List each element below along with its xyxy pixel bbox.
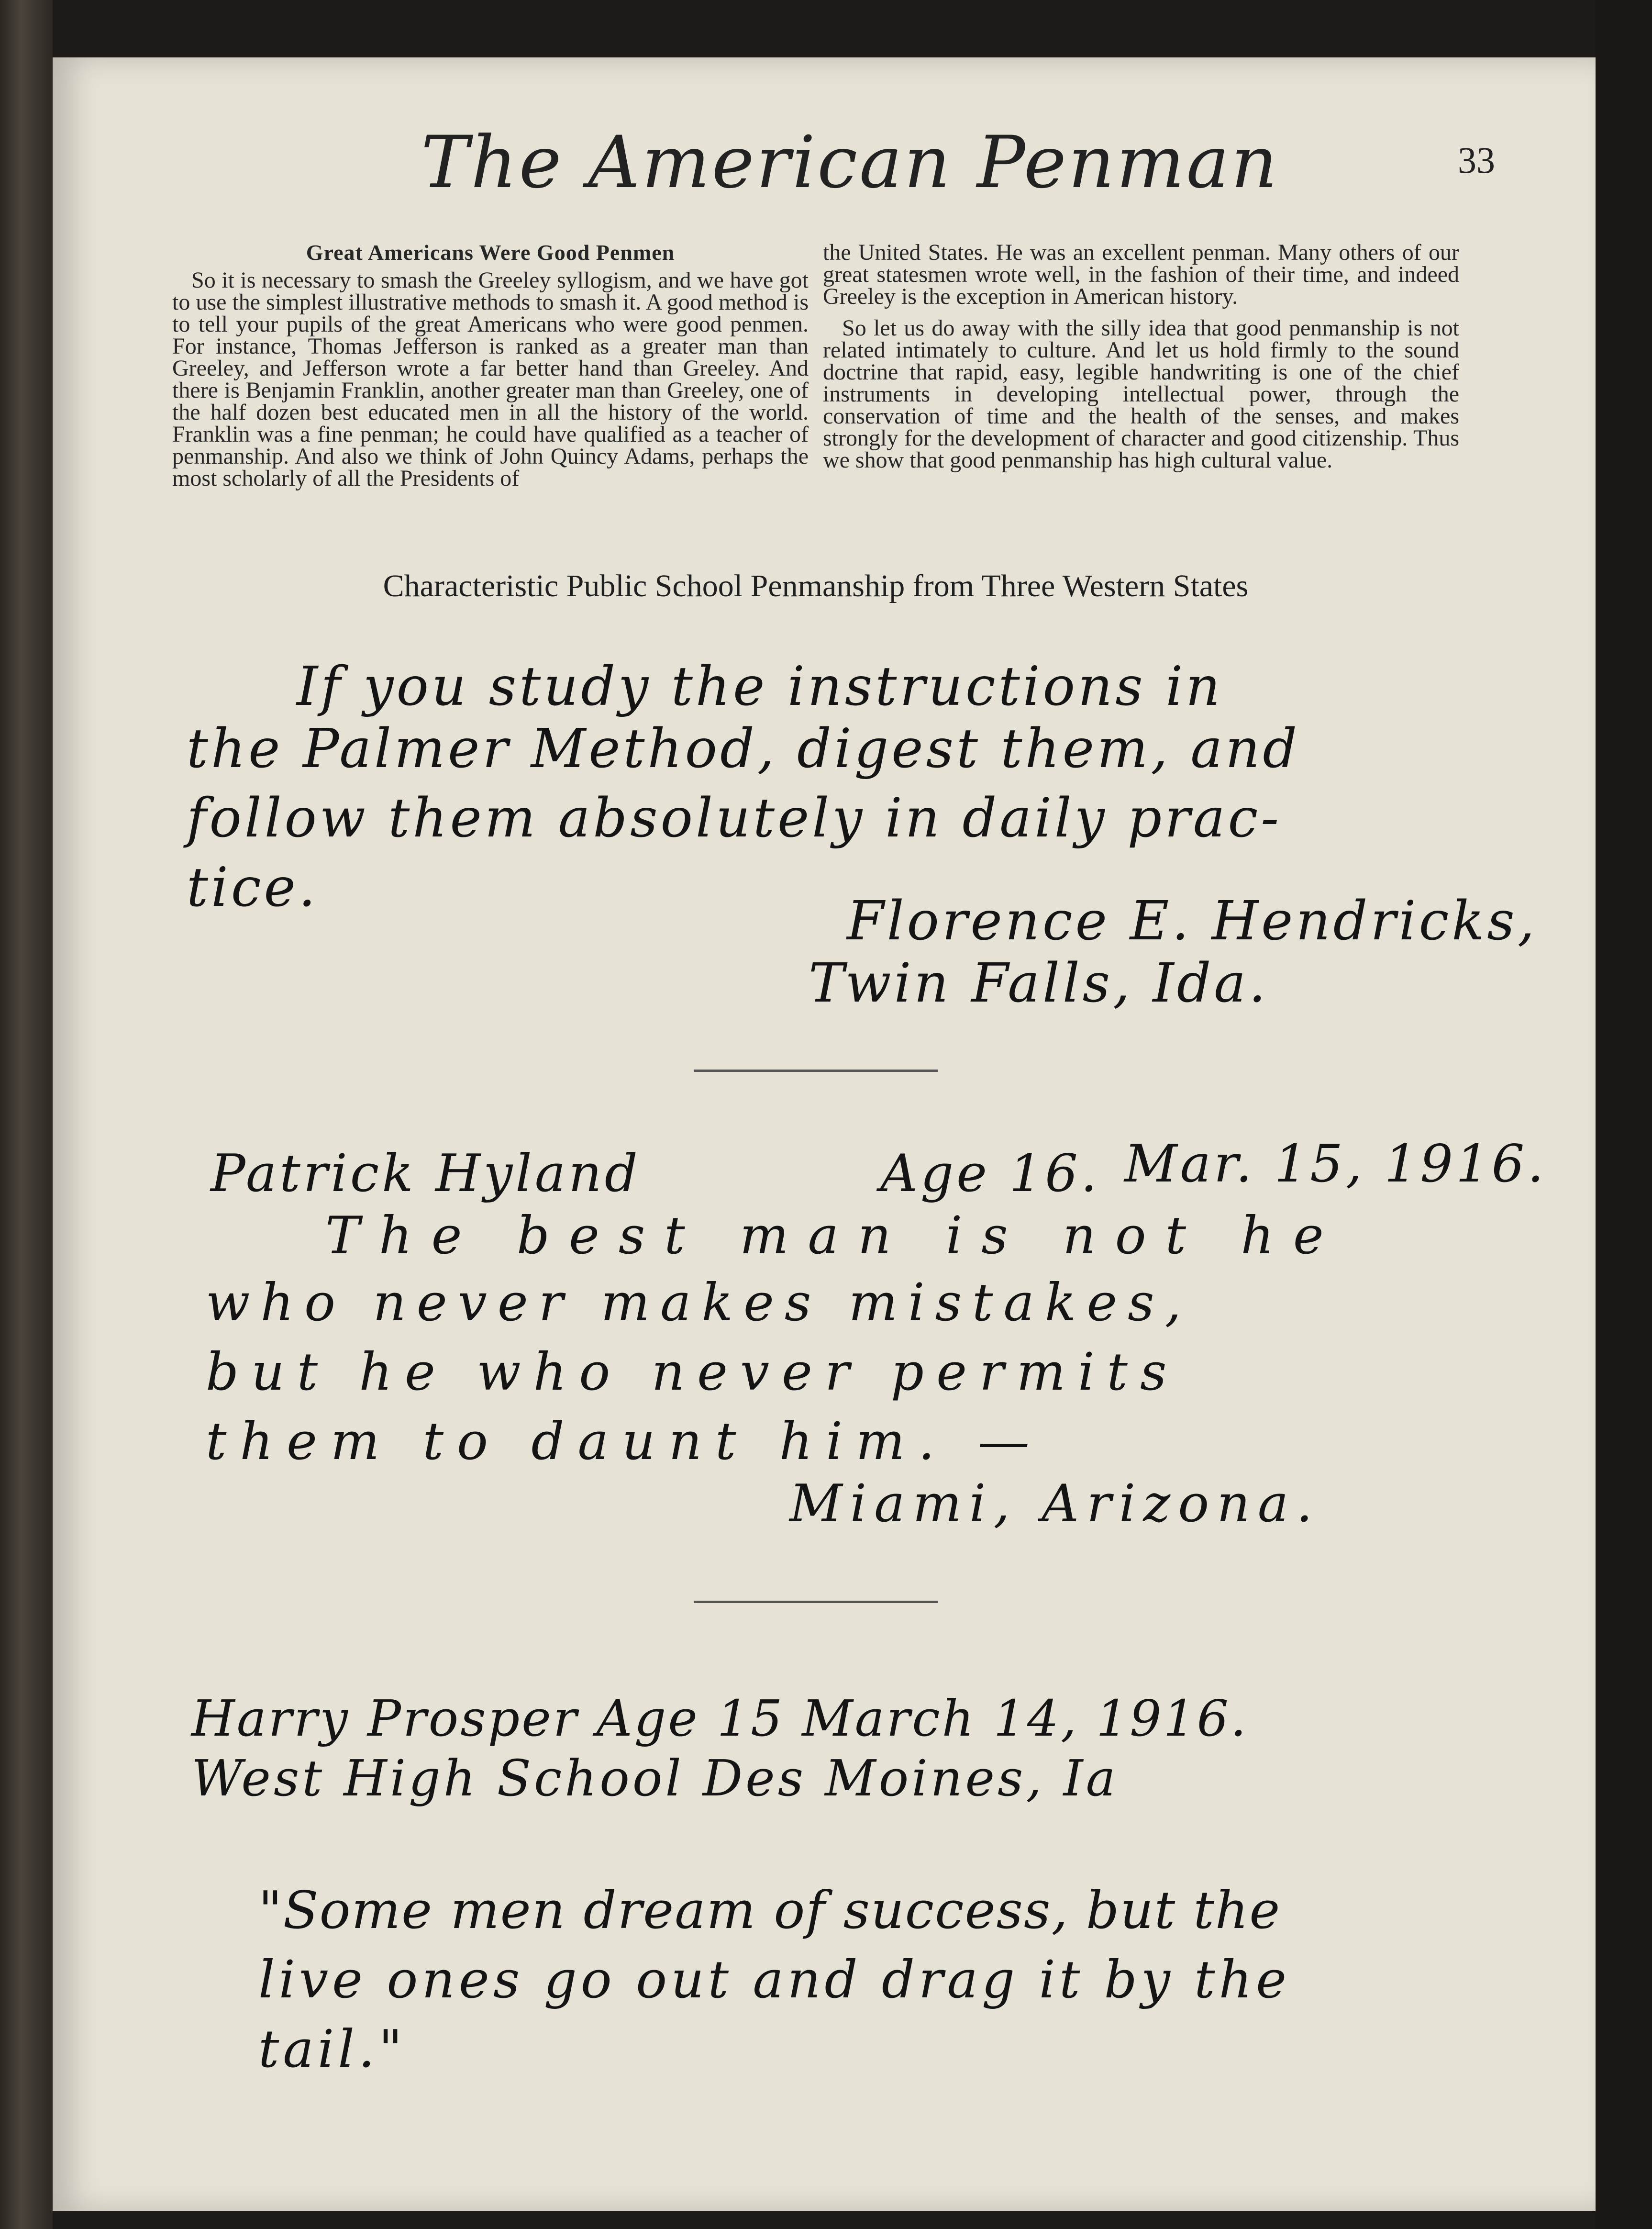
specimen-2-line-4: them to daunt him. — <box>206 1412 1043 1471</box>
book-binding <box>0 0 53 2229</box>
specimen-3-header-line-2: West High School Des Moines, Ia <box>191 1749 1119 1807</box>
specimen-3-line-2: live ones go out and drag it by the <box>258 1950 1291 2010</box>
specimen-1-location: Twin Falls, Ida. <box>809 952 1269 1014</box>
specimen-1-line-2: the Palmer Method, digest them, and <box>187 718 1300 780</box>
page-edge-shadow <box>1596 0 1652 2229</box>
specimen-1-signature: Florence E. Hendricks, <box>847 890 1538 952</box>
specimen-3-line-1: "Some men dream of success, but the <box>258 1881 1281 1940</box>
specimen-2-name: Patrick Hyland <box>211 1144 641 1204</box>
section-title: Characteristic Public School Penmanship from Three Western States <box>383 568 1249 603</box>
article-right-column <box>823 242 1459 471</box>
specimen-2-line-1: The best man is not he <box>325 1206 1343 1266</box>
article-heading: Great Americans Were Good Penmen <box>306 240 675 265</box>
masthead: The American Penman <box>421 121 1279 204</box>
specimen-3-header-line-1: Harry Prosper Age 15 March 14, 1916. <box>191 1689 1248 1748</box>
article-paragraph: the United States. He was an excellent penman. Many others of our great statesmen wrote well, in the fashion of their time, and indeed Greeley is the exception in American history. <box>823 240 1459 309</box>
specimen-2-date: Mar. 15, 1916. <box>1124 1134 1547 1194</box>
specimen-1-line-1: If you study the instructions in <box>297 656 1223 718</box>
article-left-column <box>172 242 809 490</box>
specimen-1-line-3: follow them absolutely in daily prac- <box>187 787 1282 849</box>
specimen-2-line-2: who never makes mistakes, <box>206 1273 1192 1333</box>
article-paragraph: So it is necessary to smash the Greeley syllogism, and we have got to use the simplest illustrative methods to smash it. A good method is to tell your pupils of the great Americans who were good penmen. For instance, Thomas Jefferson is ranked as a greater man than Greeley, and Jefferson wrote a far better hand than Greeley. And there is Benjamin Franklin, another greater man than Greeley, one of the half dozen best educated men in all the history of the world. Franklin was a fine penman; he could have qualified as a teacher of penmanship. And also we think of John Quincy Adams, perhaps the most scholarly of all the Presidents of <box>172 267 809 491</box>
specimen-2-age: Age 16. <box>880 1144 1100 1204</box>
page-number: 33 <box>1458 139 1495 181</box>
specimen-1-line-4: tice. <box>187 857 319 919</box>
specimen-2-location: Miami, Arizona. <box>789 1474 1320 1534</box>
article-paragraph: So let us do away with the silly idea that good penmanship is not related intimately to culture. And let us hold firmly to the sound doctrine that rapid, easy, legible handwriting is one of the chief instruments in developing intellectual power, through the conservation of time and the health of the senses, and makes strongly for the development of character and good citizenship. Thus we show that good penmanship has high cultural value. <box>823 315 1459 473</box>
specimen-2-line-3: but he who never permits <box>206 1342 1179 1402</box>
divider <box>694 1070 938 1072</box>
divider <box>694 1601 938 1603</box>
specimen-3-line-3: tail." <box>258 2019 406 2079</box>
